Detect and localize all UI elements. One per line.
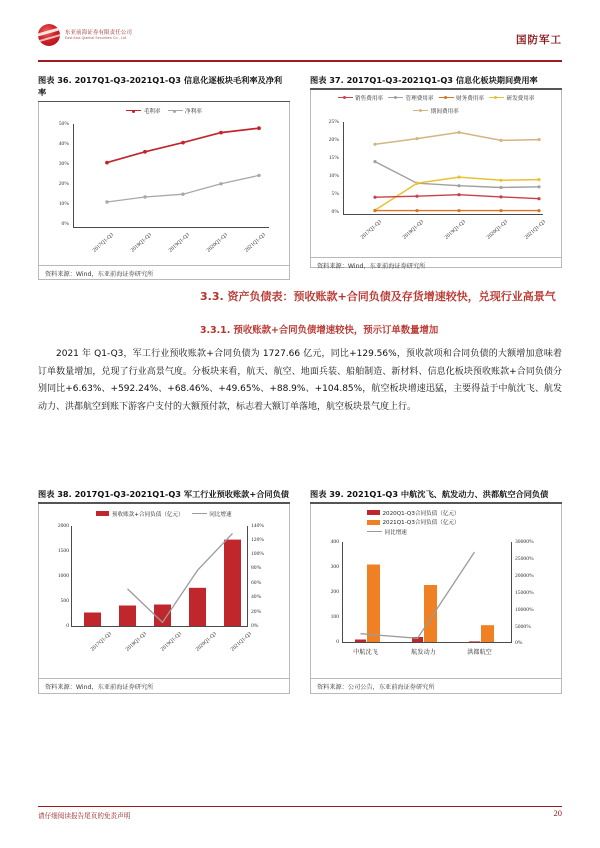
chart39-y2tick: 25000% (515, 555, 534, 562)
legend-swatch-icon (96, 511, 109, 516)
legend-line-icon (413, 110, 428, 111)
footer-disclaimer: 请仔细阅读报告尾页的免责声明 (38, 812, 131, 820)
chart38-ytick: 2000 (57, 522, 69, 529)
chart37-legend (311, 90, 561, 115)
legend-item-yoy-growth (192, 510, 232, 518)
chart37-ytick: 15% (328, 154, 339, 161)
chart38-growth-line (128, 533, 233, 622)
legend-item-admin-expense (388, 94, 433, 102)
chart38-title: 图表 38. 2017Q1-Q3-2021Q1-Q3 军工行业预收账款+合同负债 (38, 489, 289, 499)
chart37-xtick: 2021Q1-Q3 (523, 218, 548, 241)
chart37-source: 资料来源：Wind，东亚前海证券研究所 (311, 257, 561, 270)
chart38-y2tick: 40% (251, 593, 262, 600)
chart39-y2tick: 5000% (515, 623, 531, 630)
chart36-series-net (107, 175, 259, 202)
chart37-series-sales (375, 194, 539, 198)
chart39-y2tick: 20000% (515, 572, 534, 579)
chart39-plot (311, 536, 561, 678)
legend-label: 2021Q1-Q3合同负债（亿元） (382, 520, 460, 527)
footer-page-number: 20 (553, 808, 562, 818)
chart38-plot (39, 518, 289, 678)
footer-divider (38, 806, 562, 807)
chart37-box (310, 90, 562, 268)
chart39-y2tick: 30000% (515, 538, 534, 545)
legend-item-rnd-expense (489, 94, 534, 102)
chart36-xtick: 2018Q1-Q3 (129, 231, 154, 254)
chart38-source: 资料来源：Wind，东亚前海证券研究所 (39, 678, 289, 691)
chart39-xtick: 洪都航空 (467, 648, 492, 656)
chart38-y2tick: 100% (251, 550, 265, 557)
legend-label: 财务费用率 (456, 95, 484, 102)
legend-line-icon (439, 97, 454, 98)
legend-line-icon (168, 110, 183, 111)
header-section-label: 国防军工 (516, 34, 562, 46)
chart39-y2tick: 15000% (515, 589, 534, 596)
legend-label: 预收账款+合同负债（亿元） (111, 511, 184, 518)
legend-label: 期间费用率 (430, 108, 459, 115)
company-name-en: East Asia Qianhai Securities Co., Ltd. (65, 36, 127, 41)
chart38-xtick: 2019Q1-Q3 (159, 630, 184, 653)
legend-line-icon (388, 97, 403, 98)
chart36-plot (39, 115, 289, 265)
chart37-series-admin (375, 161, 539, 187)
chart39-y2tick: 0% (515, 639, 523, 646)
legend-line-icon (338, 97, 353, 98)
chart39-ytick: 200 (330, 588, 339, 595)
legend-item-finance-expense (439, 94, 484, 102)
chart39-panel (310, 488, 562, 694)
chart39-source: 资料来源：公司公告，东亚前海证券研究所 (311, 678, 561, 691)
chart36-xtick: 2020Q1-Q3 (205, 231, 230, 254)
chart39-bars (355, 564, 494, 642)
company-name-cn: 东亚前海证券有限责任公司 (65, 29, 133, 36)
legend-label: 研发费用率 (506, 95, 535, 102)
header-divider (38, 60, 562, 62)
chart37-xtick: 2019Q1-Q3 (443, 218, 468, 241)
chart36-source: 资料来源：Wind，东亚前海证券研究所 (39, 265, 289, 278)
chart37-title: 图表 37. 2017Q1-Q3-2021Q1-Q3 信息化板块期间费用率 (310, 75, 538, 85)
chart38-y2tick: 80% (251, 564, 262, 571)
chart37-ytick: 20% (328, 136, 339, 143)
chart38-xtick: 2018Q1-Q3 (124, 630, 149, 653)
chart36-ytick: 0% (61, 220, 69, 227)
chart38-svg (39, 518, 291, 678)
chart39-ytick: 300 (330, 563, 339, 570)
page-header (0, 24, 600, 64)
chart36-legend (39, 102, 289, 115)
chart39-y2tick: 10000% (515, 606, 534, 613)
legend-line-icon (367, 531, 382, 532)
chart37-series-period (375, 132, 539, 144)
chart37-panel (310, 74, 562, 268)
legend-label: 毛利率 (143, 108, 161, 115)
chart38-y2tick: 0% (251, 622, 259, 629)
legend-item-net-margin (168, 107, 202, 115)
chart38-xtick: 2017Q1-Q3 (89, 630, 114, 653)
chart37-xtick: 2017Q1-Q3 (359, 218, 384, 241)
legend-line-icon (126, 110, 141, 111)
chart36-series-gross (107, 128, 259, 162)
body-paragraph: 2021 年 Q1-Q3，军工行业预收账款+合同负债为 1727.66 亿元，同比+129.56%，预收款项和合同负债的大额增加意味着订单数量增加，兑现了行业高景气度。分板块来看，航天、航空、地面兵装、船舶制造、新材料、信息化板块预收账款+合同负债分别同比+6.63%、+592.24%、+68.46%、+49.65%、+88.9%、+104.85%，航空板块增速迅猛，主要得益于中航沈飞、航发动力、洪都航空到账下游客户支付的大额预付款，标志着大额订单落地，航空板块景气度上行。 (38, 349, 562, 412)
chart39-box (310, 504, 562, 694)
section-heading-3-3-1: 3.3.1. 预收账款+合同负债增速较快，预示订单数量增加 (200, 325, 439, 336)
chart38-ytick: 1500 (57, 547, 69, 554)
legend-swatch-icon (367, 520, 380, 525)
legend-item-yoy-growth (367, 528, 561, 536)
chart36-ytick: 40% (58, 140, 69, 147)
chart38-box (38, 504, 290, 694)
legend-item-2021-contract (367, 518, 561, 526)
legend-line-icon (489, 97, 504, 98)
chart38-ytick: 500 (60, 597, 69, 604)
chart37-ytick: 25% (328, 118, 339, 125)
chart37-xtick: 2020Q1-Q3 (485, 218, 510, 241)
chart38-legend (39, 504, 289, 518)
chart37-ytick: 5% (331, 190, 339, 197)
chart39-legend (311, 504, 561, 536)
legend-swatch-icon (367, 510, 380, 515)
chart39-ytick: 400 (330, 538, 339, 545)
chart36-ytick: 20% (58, 180, 69, 187)
chart37-ytick: 10% (328, 172, 339, 179)
legend-item-period-expense (413, 107, 458, 115)
chart39-ytick: 0 (336, 638, 339, 645)
chart37-xtick: 2018Q1-Q3 (401, 218, 426, 241)
chart36-xtick: 2021Q1-Q3 (243, 231, 268, 254)
chart38-y2tick: 60% (251, 579, 262, 586)
legend-item-gross-margin (126, 107, 160, 115)
chart36-xtick: 2017Q1-Q3 (91, 231, 116, 254)
chart36-points-gross (105, 126, 261, 164)
legend-item-advance-receipts (96, 510, 183, 518)
legend-label: 2020Q1-Q3合同负债（亿元） (382, 510, 460, 517)
legend-item-2020-contract (367, 509, 561, 517)
legend-label: 同比增速 (209, 511, 232, 518)
logo-text (65, 30, 132, 40)
chart36-panel (38, 74, 290, 280)
chart38-xtick: 2021Q1-Q3 (229, 630, 254, 653)
section-heading-3-3: 3.3. 资产负债表：预收账款+合同负债及存货增速较快，兑现行业高景气 (200, 290, 556, 303)
chart39-svg (311, 536, 563, 678)
chart38-ytick: 0 (66, 622, 69, 629)
legend-label: 同比增速 (384, 529, 407, 536)
chart38-y2tick: 140% (251, 522, 265, 529)
chart38-ytick: 1000 (57, 572, 69, 579)
chart37-ytick: 0% (331, 208, 339, 215)
chart39-xtick: 航发动力 (411, 648, 436, 656)
chart39-title: 图表 39. 2021Q1-Q3 中航沈飞、航发动力、洪都航空合同负债 (310, 489, 549, 499)
chart36-box (38, 102, 290, 280)
chart39-ytick: 100 (330, 613, 339, 620)
legend-line-icon (192, 513, 207, 514)
chart36-title: 图表 36. 2017Q1-Q3-2021Q1-Q3 信息化逐板块毛利率及净利率 (38, 75, 283, 98)
legend-label: 销售费用率 (355, 95, 384, 102)
chart36-ytick: 30% (58, 160, 69, 167)
chart38-panel (38, 488, 290, 694)
chart36-ytick: 10% (58, 200, 69, 207)
company-logo (38, 24, 132, 46)
chart38-y2tick: 120% (251, 536, 265, 543)
chart38-bars (84, 539, 241, 625)
legend-item-sales-expense (338, 94, 383, 102)
chart36-xtick: 2019Q1-Q3 (167, 231, 192, 254)
chart37-series-rnd (375, 177, 539, 210)
chart38-xtick: 2020Q1-Q3 (194, 630, 219, 653)
chart36-ytick: 50% (58, 120, 69, 127)
legend-label: 管理费用率 (405, 95, 434, 102)
logo-mark-icon (38, 24, 60, 46)
legend-label: 净利率 (185, 108, 202, 115)
chart39-xtick: 中航沈飞 (353, 648, 378, 656)
chart38-y2tick: 20% (251, 608, 262, 615)
chart37-plot (311, 115, 561, 257)
